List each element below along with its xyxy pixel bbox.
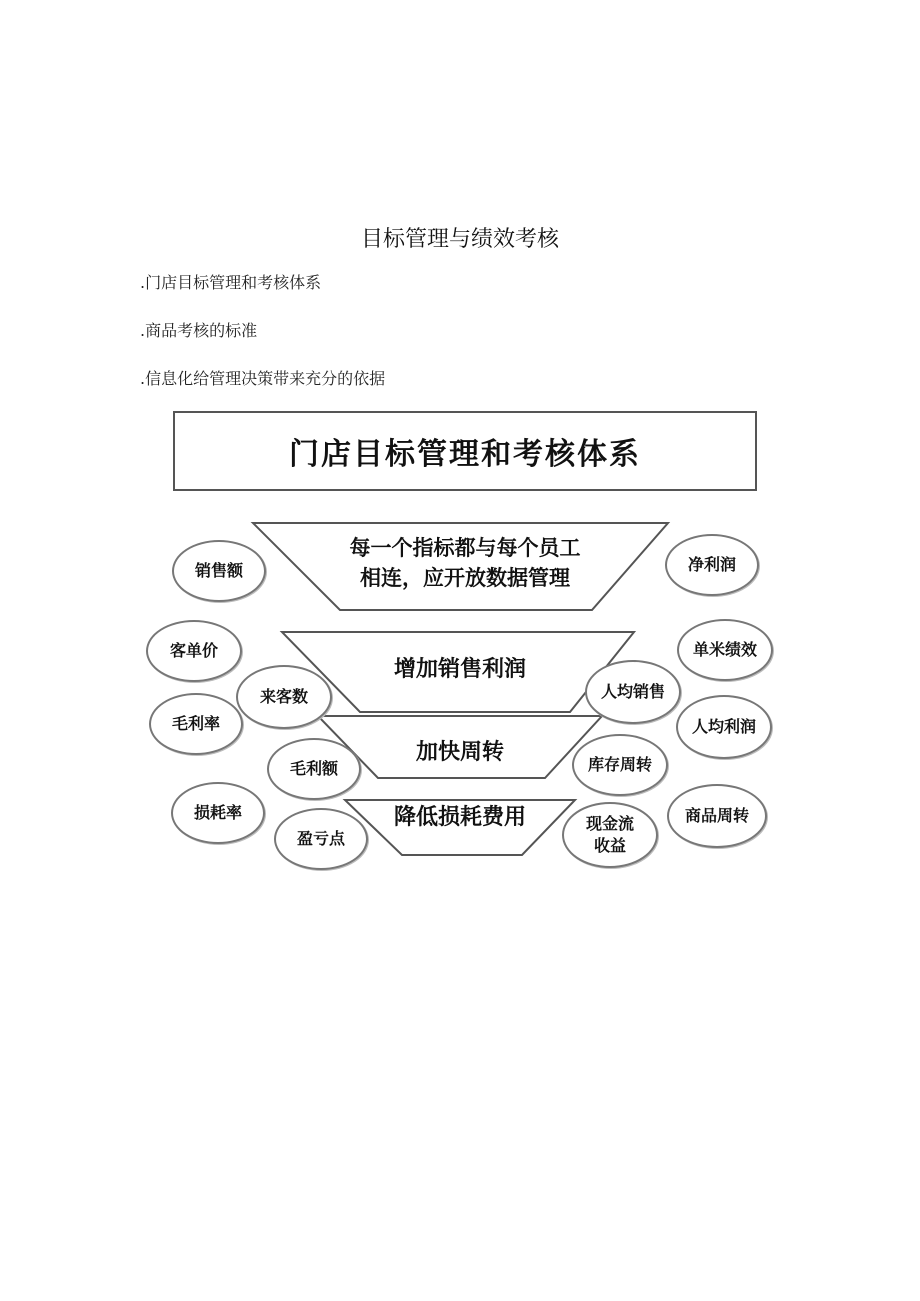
- bullet-item: .门店目标管理和考核体系: [140, 273, 322, 292]
- funnel-text-1-line2: 相连，应开放数据管理: [360, 565, 570, 590]
- oval-visitors: 来客数: [236, 665, 332, 729]
- funnel-text-2: 增加销售利润: [393, 656, 526, 682]
- diagram-title: 门店目标管理和考核体系: [173, 411, 757, 491]
- funnel-text-1-line1: 每一个指标都与每个员工: [349, 535, 581, 560]
- oval-avg-ticket: 客单价: [146, 620, 242, 682]
- bullet-item: .信息化给管理决策带来充分的依据: [140, 369, 386, 388]
- oval-loss-rate: 损耗率: [171, 782, 265, 844]
- oval-gross-profit: 毛利额: [267, 738, 361, 800]
- funnel-text-3: 加快周转: [415, 739, 504, 765]
- page-title: 目标管理与绩效考核: [360, 227, 559, 252]
- oval-per-sqm: 单米绩效: [677, 619, 773, 681]
- oval-goods-turn: 商品周转: [667, 784, 767, 848]
- funnel-text-1: [255, 533, 675, 593]
- oval-net-profit: 净利润: [665, 534, 759, 596]
- oval-cashflow-line2: 收益: [593, 836, 626, 855]
- funnel-text-4: 降低损耗费用: [393, 804, 526, 830]
- oval-cashflow: [562, 802, 658, 868]
- oval-sales: 销售额: [172, 540, 266, 602]
- oval-per-person-sales: 人均销售: [585, 660, 681, 724]
- bullet-item: .商品考核的标准: [140, 321, 258, 340]
- oval-cashflow-line1: 现金流: [585, 814, 634, 833]
- oval-per-person-profit: 人均利润: [676, 695, 772, 759]
- oval-breakeven: 盈亏点: [274, 808, 368, 870]
- oval-margin-rate: 毛利率: [149, 693, 243, 755]
- oval-inventory-turn: 库存周转: [572, 734, 668, 796]
